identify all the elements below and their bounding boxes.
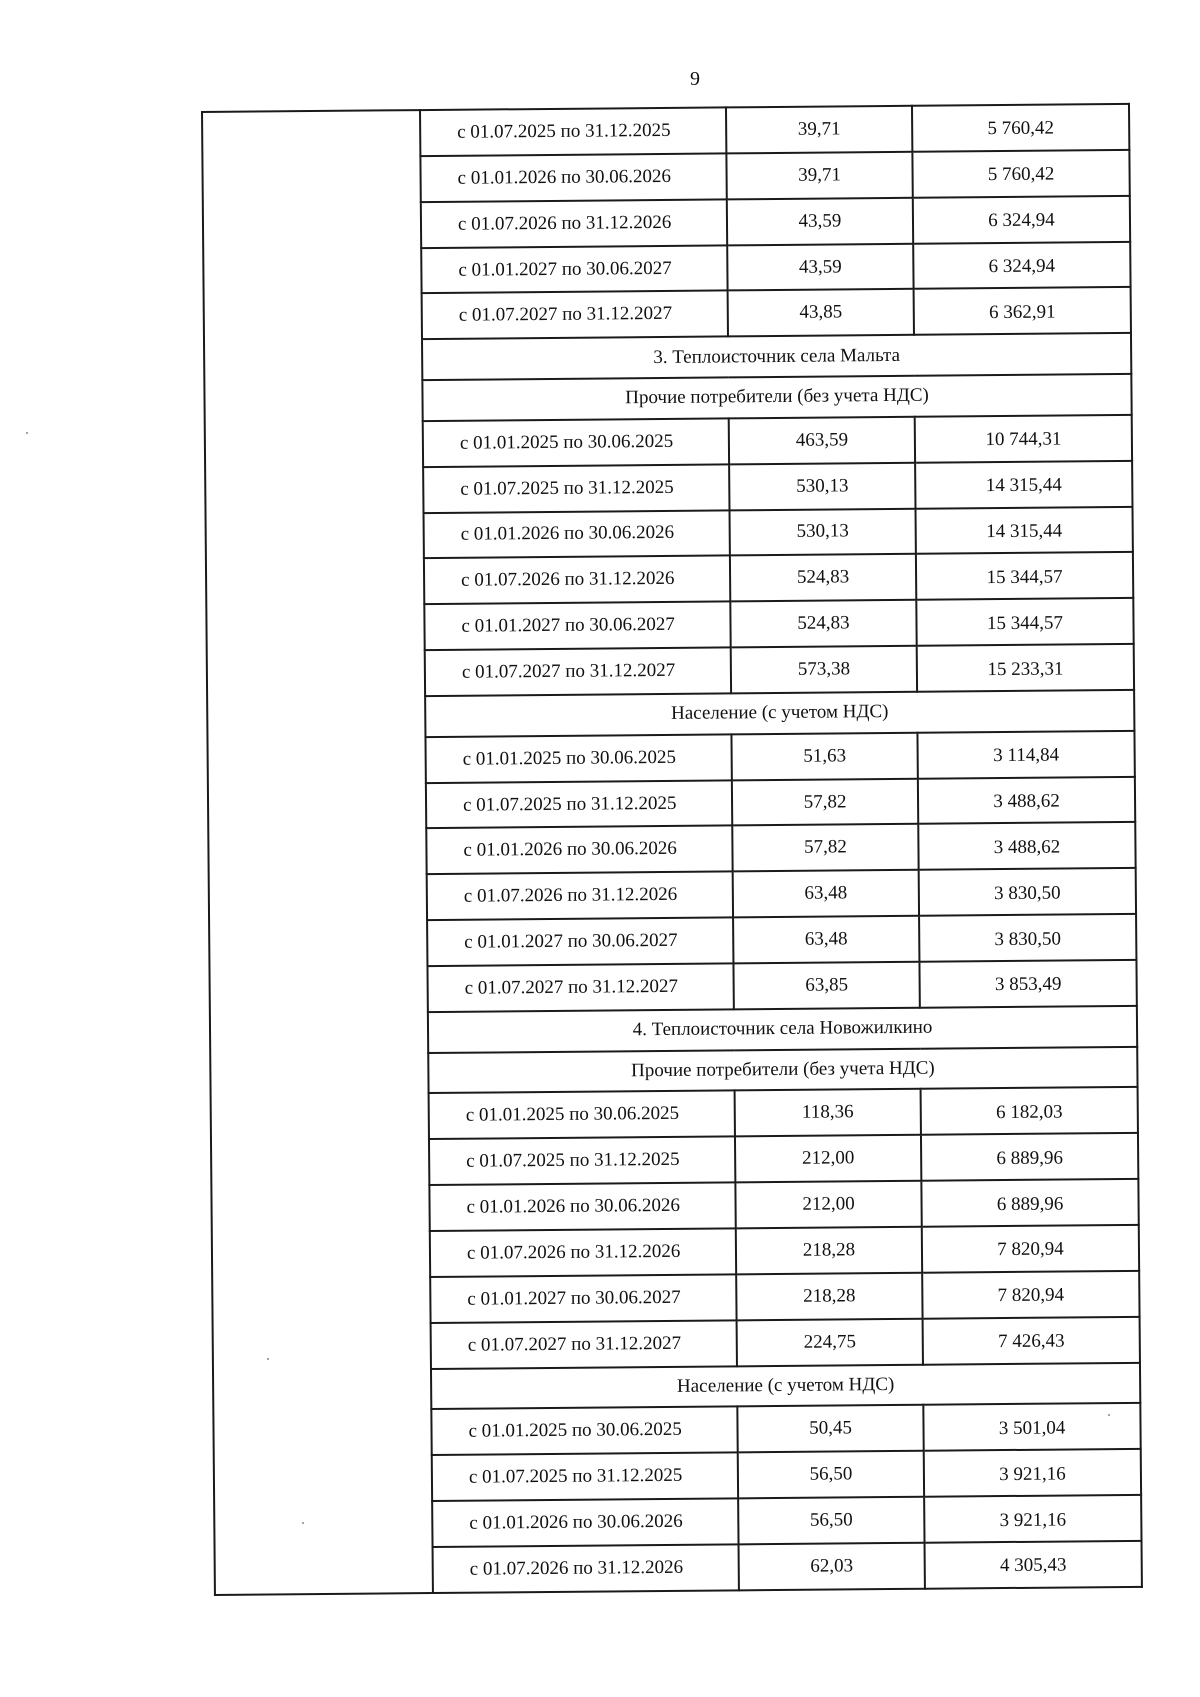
tariff-value-2: 3 501,04	[923, 1403, 1140, 1451]
period-cell: с 01.07.2026 по 31.12.2026	[421, 199, 727, 248]
tariff-value-1: 56,50	[738, 1497, 924, 1544]
tariff-value-2: 7 820,94	[922, 1225, 1139, 1273]
period-cell: с 01.01.2026 по 30.06.2026	[420, 153, 726, 202]
period-cell: с 01.07.2026 по 31.12.2026	[433, 1544, 739, 1593]
period-cell: с 01.01.2025 по 30.06.2025	[423, 418, 729, 467]
tariff-row	[429, 1133, 1138, 1185]
section-heading-row	[428, 1047, 1137, 1094]
tariff-row	[430, 1225, 1139, 1277]
section-heading-row	[422, 333, 1131, 380]
section-heading-row	[422, 374, 1131, 421]
scan-speck	[26, 432, 28, 434]
tariff-value-2: 7 426,43	[923, 1317, 1140, 1365]
tariff-value-1: 63,48	[733, 870, 919, 917]
tariff-row	[432, 1495, 1141, 1547]
tariff-row	[421, 241, 1130, 293]
tariff-value-2: 3 830,50	[919, 914, 1136, 962]
tariff-value-1: 524,83	[730, 554, 916, 601]
tariff-value-2: 10 744,31	[915, 415, 1132, 463]
tariff-value-1: 224,75	[737, 1318, 923, 1365]
tariff-value-1: 463,59	[729, 417, 915, 464]
tariff-row	[423, 461, 1132, 513]
period-cell: с 01.07.2027 по 31.12.2027	[422, 291, 728, 340]
tariff-value-2: 3 488,62	[918, 776, 1135, 824]
tariff-value-1: 530,13	[729, 462, 915, 509]
period-cell: с 01.07.2027 по 31.12.2027	[425, 648, 731, 697]
scan-speck	[267, 1358, 269, 1360]
tariff-value-1: 212,00	[735, 1135, 921, 1182]
tariff-value-2: 15 344,57	[916, 552, 1133, 600]
tariff-row	[433, 1541, 1142, 1593]
tariff-value-2: 7 820,94	[922, 1271, 1139, 1319]
tariff-row	[426, 776, 1135, 828]
period-cell: с 01.01.2027 по 30.06.2027	[421, 245, 727, 294]
section-heading: 4. Теплоисточник села Новожилкино	[428, 1006, 1137, 1053]
tariff-value-1: 62,03	[739, 1543, 925, 1591]
tariff-value-2: 14 315,44	[915, 506, 1132, 554]
period-cell: с 01.07.2025 по 31.12.2025	[429, 1137, 735, 1186]
tariff-value-1: 39,71	[726, 106, 912, 153]
tariff-table	[419, 103, 1143, 1594]
section-heading: Прочие потребители (без учета НДС)	[428, 1047, 1137, 1094]
tariff-value-2: 3 921,16	[924, 1449, 1141, 1497]
tariff-value-2: 5 760,42	[912, 104, 1129, 152]
tariff-value-2: 5 760,42	[912, 150, 1129, 198]
tariff-value-1: 218,28	[736, 1273, 922, 1320]
period-cell: с 01.07.2026 по 31.12.2026	[430, 1228, 736, 1277]
tariff-row	[432, 1449, 1141, 1501]
tariff-row	[429, 1179, 1138, 1231]
tariff-row	[420, 104, 1129, 156]
tariff-value-2: 6 889,96	[921, 1179, 1138, 1227]
tariff-row	[431, 1403, 1140, 1455]
period-cell: с 01.01.2025 по 30.06.2025	[425, 734, 731, 783]
tariff-value-1: 43,85	[728, 289, 914, 336]
tariff-value-2: 4 305,43	[925, 1541, 1142, 1589]
tariff-row	[429, 1087, 1138, 1139]
section-heading-row	[431, 1362, 1140, 1409]
tariff-value-1: 118,36	[735, 1089, 921, 1136]
tariff-value-2: 15 233,31	[917, 644, 1134, 692]
period-cell: с 01.07.2025 по 31.12.2025	[426, 780, 732, 829]
tariff-row	[421, 196, 1130, 248]
tariff-value-1: 573,38	[731, 646, 917, 693]
period-cell: с 01.01.2025 по 30.06.2025	[429, 1091, 735, 1140]
tariff-value-2: 3 853,49	[919, 960, 1136, 1008]
tariff-value-2: 15 344,57	[916, 598, 1133, 646]
tariff-value-1: 524,83	[730, 600, 916, 647]
tariff-row	[431, 1317, 1140, 1369]
tariff-value-2: 6 889,96	[921, 1133, 1138, 1181]
tariff-value-1: 51,63	[731, 733, 917, 780]
tariff-row	[430, 1271, 1139, 1323]
tariff-value-2: 6 324,94	[913, 241, 1130, 289]
tariff-value-2: 6 324,94	[913, 196, 1130, 244]
page-number: 9	[690, 68, 700, 90]
period-cell: с 01.07.2026 по 31.12.2026	[427, 872, 733, 921]
period-cell: с 01.07.2027 по 31.12.2027	[431, 1320, 737, 1369]
scan-speck	[1108, 1414, 1110, 1416]
tariff-value-1: 43,59	[727, 198, 913, 245]
period-cell: с 01.01.2026 по 30.06.2026	[429, 1183, 735, 1232]
section-heading-row	[428, 1006, 1137, 1053]
tariff-row	[420, 150, 1129, 202]
tariff-value-2: 6 182,03	[921, 1087, 1138, 1135]
period-cell: с 01.07.2025 по 31.12.2025	[432, 1453, 738, 1502]
period-cell: с 01.01.2027 по 30.06.2027	[427, 918, 733, 967]
tariff-row	[427, 914, 1136, 966]
tariff-row	[426, 822, 1135, 874]
tariff-value-1: 63,85	[733, 962, 919, 1009]
section-heading: Население (с учетом НДС)	[425, 690, 1134, 737]
tariff-value-2: 3 114,84	[917, 731, 1134, 779]
tariff-value-2: 3 921,16	[924, 1495, 1141, 1543]
tariff-table-body	[420, 104, 1142, 1593]
period-cell: с 01.07.2025 по 31.12.2025	[420, 107, 726, 156]
tariff-value-2: 3 830,50	[919, 868, 1136, 916]
period-cell: с 01.07.2025 по 31.12.2025	[423, 464, 729, 513]
period-cell: с 01.01.2027 по 30.06.2027	[424, 602, 730, 651]
tariff-value-1: 57,82	[732, 778, 918, 825]
tariff-value-1: 530,13	[730, 508, 916, 555]
tariff-value-1: 212,00	[735, 1181, 921, 1228]
tariff-row	[424, 598, 1133, 650]
tariff-value-1: 57,82	[732, 824, 918, 871]
tariff-value-1: 56,50	[738, 1451, 924, 1498]
merged-left-column	[201, 109, 432, 1596]
section-heading-row	[425, 690, 1134, 737]
tariff-row	[424, 506, 1133, 558]
scan-speck	[302, 1522, 304, 1524]
tariff-value-2: 14 315,44	[915, 461, 1132, 509]
period-cell: с 01.07.2027 по 31.12.2027	[427, 963, 733, 1012]
section-heading: Население (с учетом НДС)	[431, 1362, 1140, 1409]
tariff-row	[422, 287, 1131, 339]
section-heading: 3. Теплоисточник села Мальта	[422, 333, 1131, 380]
tariff-document	[201, 103, 1141, 1596]
tariff-value-2: 3 488,62	[918, 822, 1135, 870]
tariff-value-1: 39,71	[726, 152, 912, 199]
period-cell: с 01.01.2027 по 30.06.2027	[430, 1274, 736, 1323]
tariff-value-1: 63,48	[733, 916, 919, 963]
tariff-row	[424, 552, 1133, 604]
tariff-row	[427, 868, 1136, 920]
period-cell: с 01.01.2025 по 30.06.2025	[431, 1407, 737, 1456]
period-cell: с 01.01.2026 по 30.06.2026	[426, 826, 732, 875]
tariff-row	[423, 415, 1132, 467]
tariff-value-1: 50,45	[737, 1405, 923, 1452]
section-heading: Прочие потребители (без учета НДС)	[422, 374, 1131, 421]
period-cell: с 01.01.2026 по 30.06.2026	[424, 510, 730, 559]
period-cell: с 01.01.2026 по 30.06.2026	[432, 1498, 738, 1547]
period-cell: с 01.07.2026 по 31.12.2026	[424, 556, 730, 605]
tariff-row	[425, 644, 1134, 696]
tariff-value-2: 6 362,91	[914, 287, 1131, 335]
tariff-value-1: 43,59	[727, 243, 913, 290]
tariff-value-1: 218,28	[736, 1227, 922, 1274]
tariff-row	[425, 731, 1134, 783]
tariff-row	[427, 960, 1136, 1012]
